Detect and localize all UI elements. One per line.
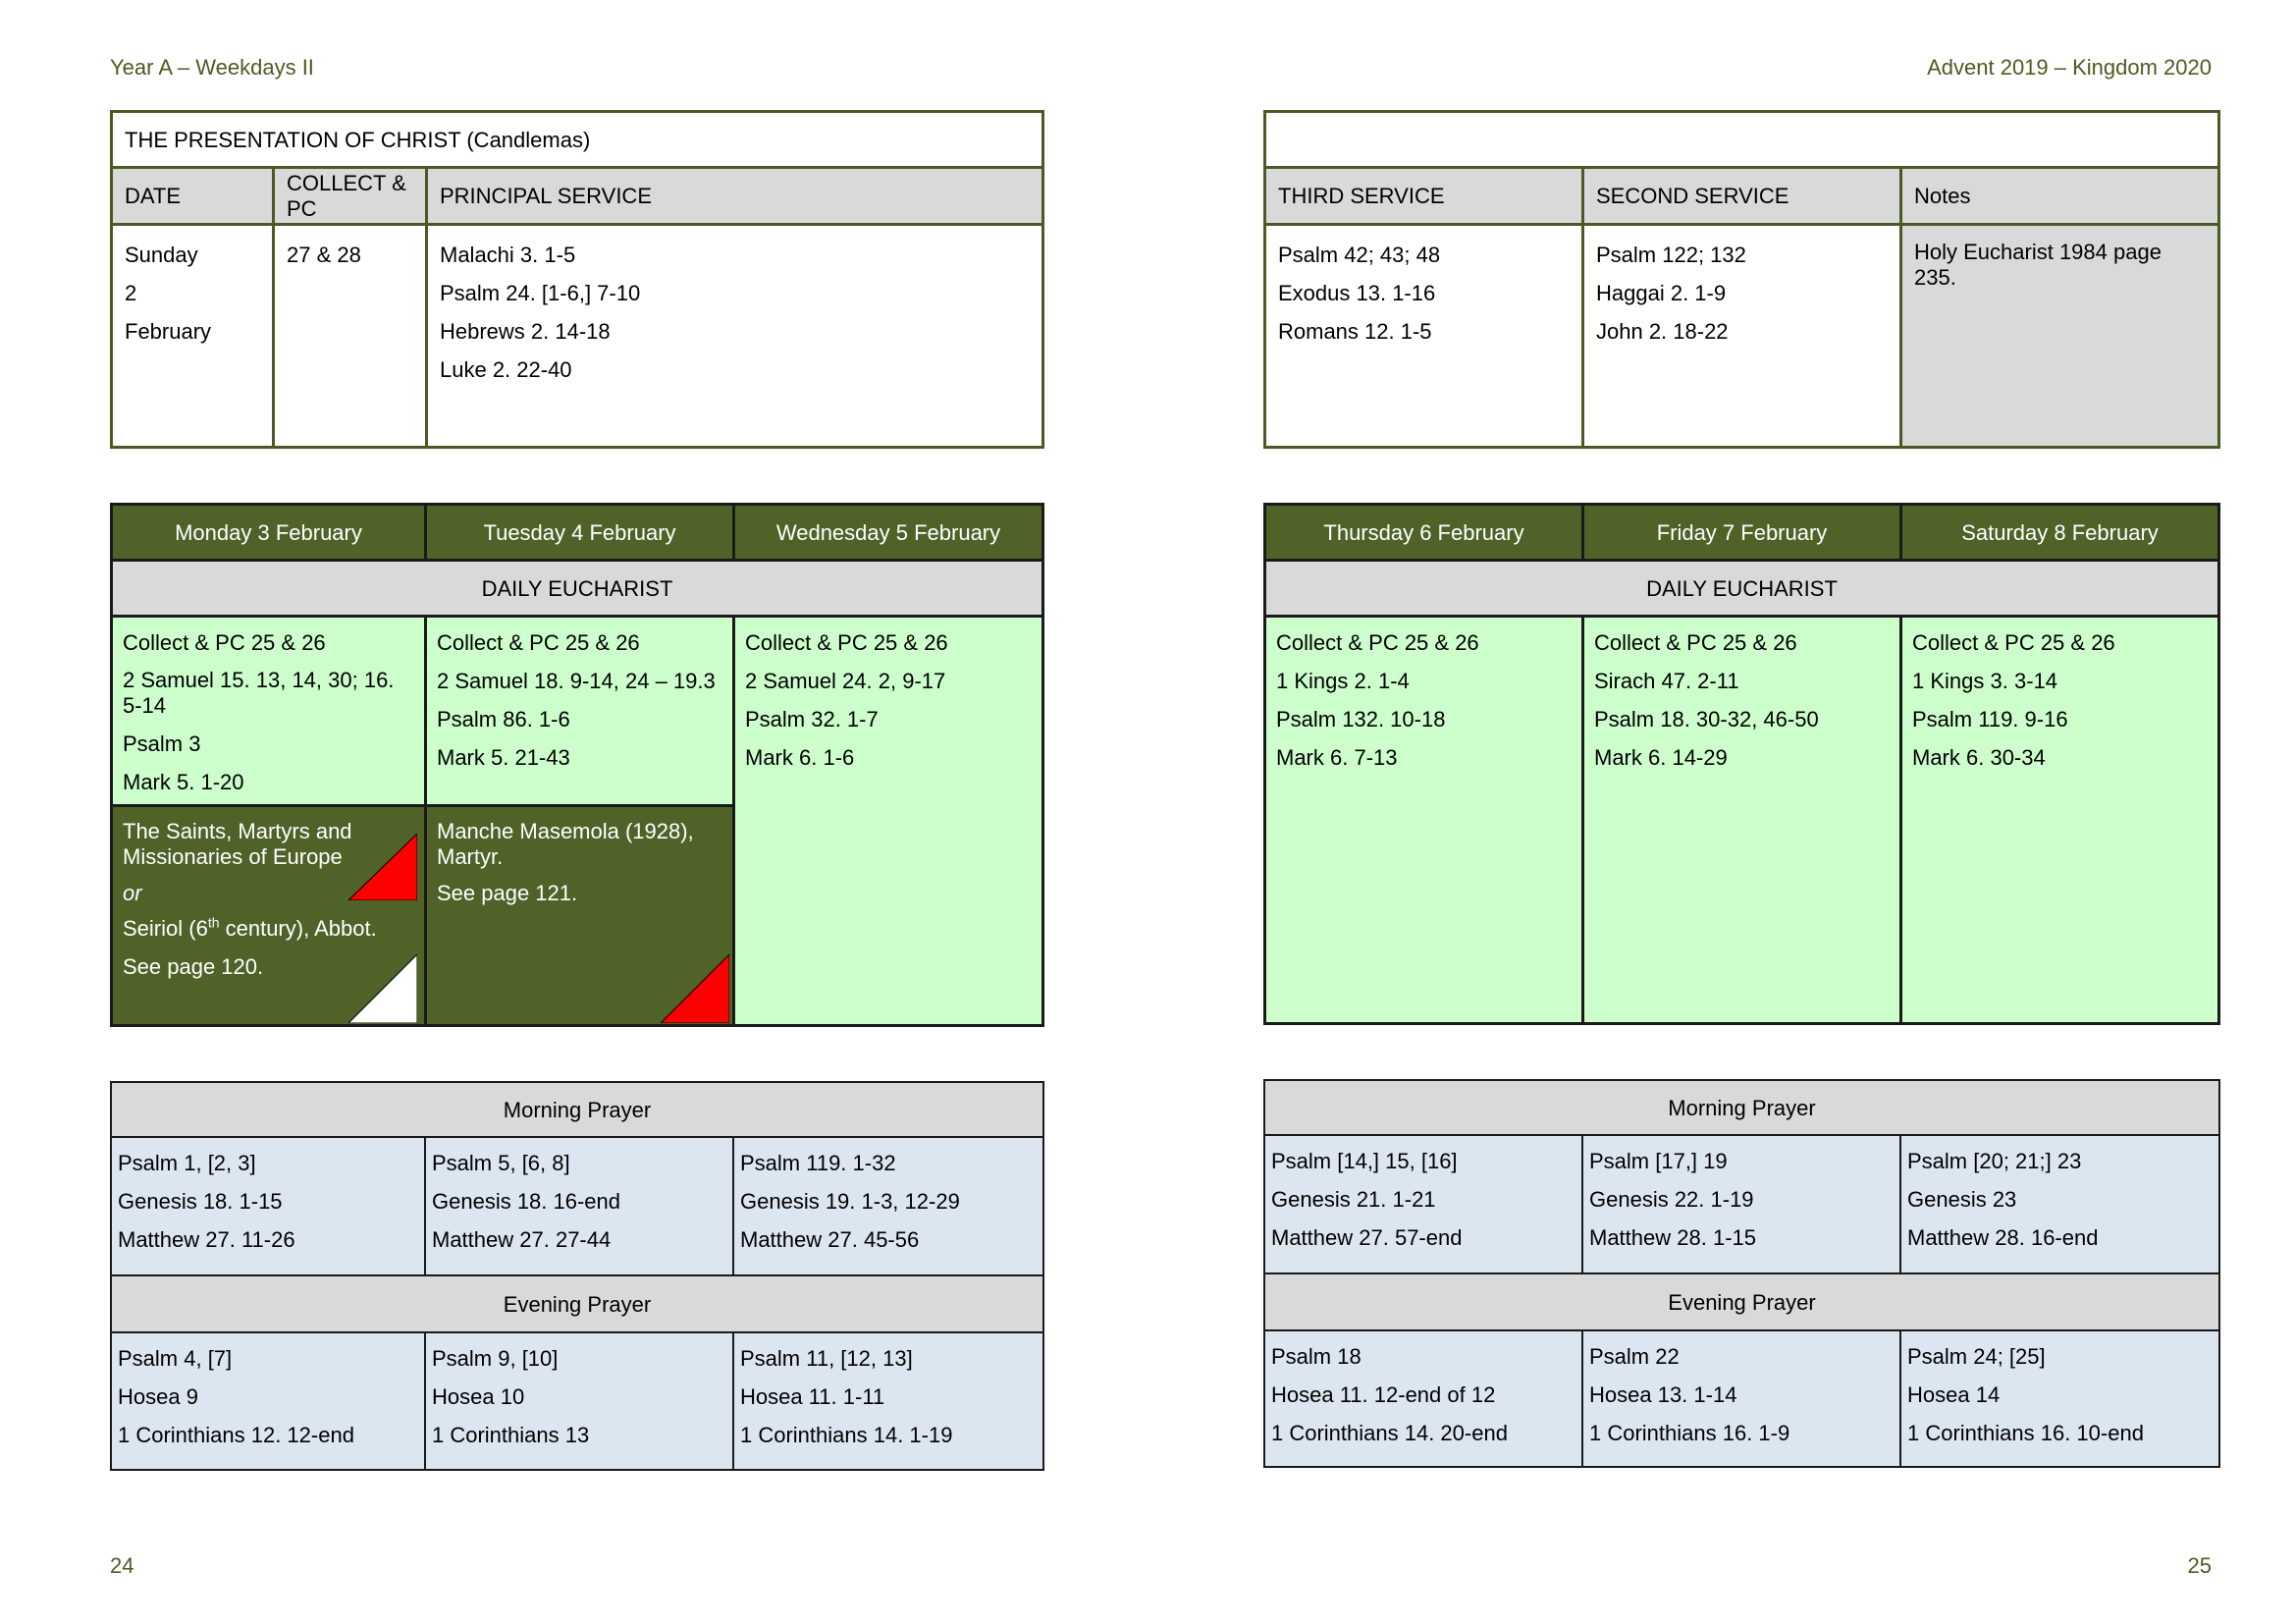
reading: Romans 12. 1-5: [1278, 319, 1432, 344]
day-header-monday: Monday 3 February: [110, 503, 427, 562]
reading: Psalm [14,] 15, [16]: [1271, 1149, 1458, 1173]
friday-readings: [1581, 615, 1902, 1025]
reading: Hosea 11. 12-end of 12: [1271, 1382, 1496, 1407]
reading: Mark 6. 7-13: [1276, 745, 1398, 770]
seiriol-name: Seiriol (6: [123, 916, 208, 941]
tuesday-morning: [424, 1136, 734, 1276]
collect-cell: [272, 223, 428, 449]
second-service-cell: [1581, 223, 1902, 449]
collect-line: Collect & PC 25 & 26: [1594, 630, 1797, 655]
tuesday-commemoration: [424, 804, 735, 1027]
friday-morning: [1581, 1134, 1901, 1274]
running-header-right: Advent 2019 – Kingdom 2020: [1927, 55, 2212, 80]
reading: Psalm [20; 21;] 23: [1907, 1149, 2082, 1173]
reading: 1 Kings 2. 1-4: [1276, 669, 1410, 693]
reading: 1 Corinthians 16. 10-end: [1907, 1421, 2144, 1445]
reading: Sirach 47. 2-11: [1594, 669, 1739, 693]
collect-value: 27 & 28: [287, 243, 361, 267]
saturday-morning: [1899, 1134, 2220, 1274]
monday-morning: [110, 1136, 426, 1276]
reading: 1 Corinthians 12. 12-end: [118, 1423, 354, 1447]
notes-text: Holy Eucharist 1984 page 235.: [1914, 240, 2162, 290]
thursday-readings: [1263, 615, 1584, 1025]
reading: Genesis 23: [1907, 1187, 2017, 1212]
collect-line: Collect & PC 25 & 26: [745, 630, 948, 655]
daily-eucharist-label: DAILY EUCHARIST: [1263, 559, 2220, 618]
reading: Genesis 21. 1-21: [1271, 1187, 1436, 1212]
reading: Psalm 132. 10-18: [1276, 707, 1446, 731]
reading: 1 Kings 3. 3-14: [1912, 669, 2057, 693]
evening-prayer-label: Evening Prayer: [110, 1274, 1044, 1333]
reading: Psalm 22: [1589, 1344, 1680, 1369]
red-triangle-marker: [348, 834, 417, 900]
collect-line: Collect & PC 25 & 26: [123, 630, 326, 655]
thursday-morning: [1263, 1134, 1583, 1274]
seiriol-rest: century), Abbot.: [219, 916, 377, 941]
wednesday-readings: [732, 615, 1044, 1027]
col-header-second: SECOND SERVICE: [1581, 166, 1902, 226]
reading: Psalm 122; 132: [1596, 243, 1746, 267]
date-month: February: [125, 319, 212, 344]
saturday-readings: [1899, 615, 2220, 1025]
tuesday-readings: [424, 615, 735, 807]
reading: 1 Corinthians 14. 20-end: [1271, 1421, 1508, 1445]
reading: Psalm 86. 1-6: [437, 707, 570, 731]
day-header-thursday: Thursday 6 February: [1263, 503, 1584, 562]
monday-evening: [110, 1331, 426, 1471]
reading: John 2. 18-22: [1596, 319, 1729, 344]
page-number-left: 24: [110, 1553, 134, 1578]
evening-prayer-label: Evening Prayer: [1263, 1272, 2220, 1331]
col-header-third: THIRD SERVICE: [1263, 166, 1584, 226]
thursday-evening: [1263, 1329, 1583, 1468]
col-header-collect: COLLECT & PC: [272, 166, 428, 226]
reading: Luke 2. 22-40: [440, 357, 572, 382]
collect-line: Collect & PC 25 & 26: [437, 630, 640, 655]
principal-cell: [425, 223, 1044, 449]
reading: Genesis 19. 1-3, 12-29: [740, 1189, 960, 1214]
reading: Hosea 11. 1-11: [740, 1384, 885, 1409]
morning-prayer-label: Morning Prayer: [110, 1081, 1044, 1138]
reading: Psalm 4, [7]: [118, 1346, 233, 1371]
day-header-tuesday: Tuesday 4 February: [424, 503, 735, 562]
ordinal-suffix: th: [207, 914, 220, 931]
reading: Psalm 32. 1-7: [745, 707, 879, 731]
reading: Hebrews 2. 14-18: [440, 319, 611, 344]
friday-evening: [1581, 1329, 1901, 1468]
reading: Psalm 24; [25]: [1907, 1344, 2046, 1369]
reading: Mark 5. 1-20: [123, 770, 244, 794]
reading: Hosea 10: [432, 1384, 525, 1409]
reading: Genesis 18. 1-15: [118, 1189, 283, 1214]
reading: Matthew 28. 1-15: [1589, 1225, 1756, 1250]
wednesday-morning: [732, 1136, 1044, 1276]
collect-line: Collect & PC 25 & 26: [1912, 630, 2115, 655]
reading: Haggai 2. 1-9: [1596, 281, 1727, 305]
reading: Matthew 28. 16-end: [1907, 1225, 2099, 1250]
reading: Psalm [17,] 19: [1589, 1149, 1728, 1173]
reading: 2 Samuel 18. 9-14, 24 – 19.3: [437, 669, 716, 693]
reading: Psalm 42; 43; 48: [1278, 243, 1441, 267]
reading: Exodus 13. 1-16: [1278, 281, 1436, 305]
wednesday-evening: [732, 1331, 1044, 1471]
see-page: See page 120.: [123, 954, 264, 979]
col-header-principal: PRINCIPAL SERVICE: [425, 166, 1044, 226]
reading: Genesis 22. 1-19: [1589, 1187, 1754, 1212]
monday-commemoration: [110, 804, 427, 1027]
reading: Psalm 18: [1271, 1344, 1362, 1369]
reading: Matthew 27. 27-44: [432, 1227, 612, 1252]
running-header-left: Year A – Weekdays II: [110, 55, 314, 80]
reading: Matthew 27. 45-56: [740, 1227, 920, 1252]
reading: Psalm 1, [2, 3]: [118, 1151, 256, 1175]
white-triangle-marker: [348, 954, 417, 1023]
date-weekday: Sunday: [125, 243, 198, 267]
daily-eucharist-label: DAILY EUCHARIST: [110, 559, 1044, 618]
red-triangle-marker: [661, 954, 729, 1023]
reading: Malachi 3. 1-5: [440, 243, 576, 267]
reading: Hosea 14: [1907, 1382, 2001, 1407]
reading: Genesis 18. 16-end: [432, 1189, 621, 1214]
reading: Psalm 119. 9-16: [1912, 707, 2068, 731]
reading: Mark 6. 30-34: [1912, 745, 2046, 770]
date-day: 2: [125, 281, 137, 305]
tuesday-evening: [424, 1331, 734, 1471]
reading: 1 Corinthians 13: [432, 1423, 590, 1447]
reading: Psalm 5, [6, 8]: [432, 1151, 570, 1175]
reading: 2 Samuel 24. 2, 9-17: [745, 669, 946, 693]
reading: Mark 6. 1-6: [745, 745, 855, 770]
reading: Mark 6. 14-29: [1594, 745, 1728, 770]
reading: 1 Corinthians 16. 1-9: [1589, 1421, 1790, 1445]
reading: Psalm 3: [123, 731, 201, 756]
morning-prayer-label: Morning Prayer: [1263, 1079, 2220, 1136]
day-header-friday: Friday 7 February: [1581, 503, 1902, 562]
reading: Psalm 11, [12, 13]: [740, 1346, 913, 1371]
monday-readings: [110, 615, 427, 807]
reading: 2 Samuel 15. 13, 14, 30; 16. 5-14: [123, 668, 395, 718]
reading: Hosea 13. 1-14: [1589, 1382, 1737, 1407]
col-header-date: DATE: [110, 166, 275, 226]
reading: Psalm 24. [1-6,] 7-10: [440, 281, 641, 305]
saturday-evening: [1899, 1329, 2220, 1468]
feast-title-blank: [1263, 110, 2220, 169]
reading: 1 Corinthians 14. 1-19: [740, 1423, 953, 1447]
day-header-wednesday: Wednesday 5 February: [732, 503, 1044, 562]
see-page: See page 121.: [437, 881, 578, 905]
reading: Psalm 9, [10]: [432, 1346, 559, 1371]
third-service-cell: [1263, 223, 1584, 449]
reading: Psalm 119. 1-32: [740, 1151, 896, 1175]
or-label: or: [123, 881, 142, 905]
reading: Matthew 27. 57-end: [1271, 1225, 1463, 1250]
reading: Mark 5. 21-43: [437, 745, 570, 770]
date-cell: [110, 223, 275, 449]
reading: Hosea 9: [118, 1384, 198, 1409]
reading: Matthew 27. 11-26: [118, 1227, 295, 1252]
day-header-saturday: Saturday 8 February: [1899, 503, 2220, 562]
commemoration-saints-europe: The Saints, Martyrs and Missionaries of Europe: [123, 819, 352, 869]
commemoration-masemola: Manche Masemola (1928), Martyr.: [437, 819, 694, 869]
page-number-right: 25: [2187, 1553, 2212, 1578]
commemoration-seiriol: [123, 916, 414, 942]
col-header-notes: Notes: [1899, 166, 2220, 226]
notes-cell: [1899, 223, 2220, 449]
feast-title: THE PRESENTATION OF CHRIST (Candlemas): [110, 110, 1044, 169]
collect-line: Collect & PC 25 & 26: [1276, 630, 1479, 655]
reading: Psalm 18. 30-32, 46-50: [1594, 707, 1819, 731]
